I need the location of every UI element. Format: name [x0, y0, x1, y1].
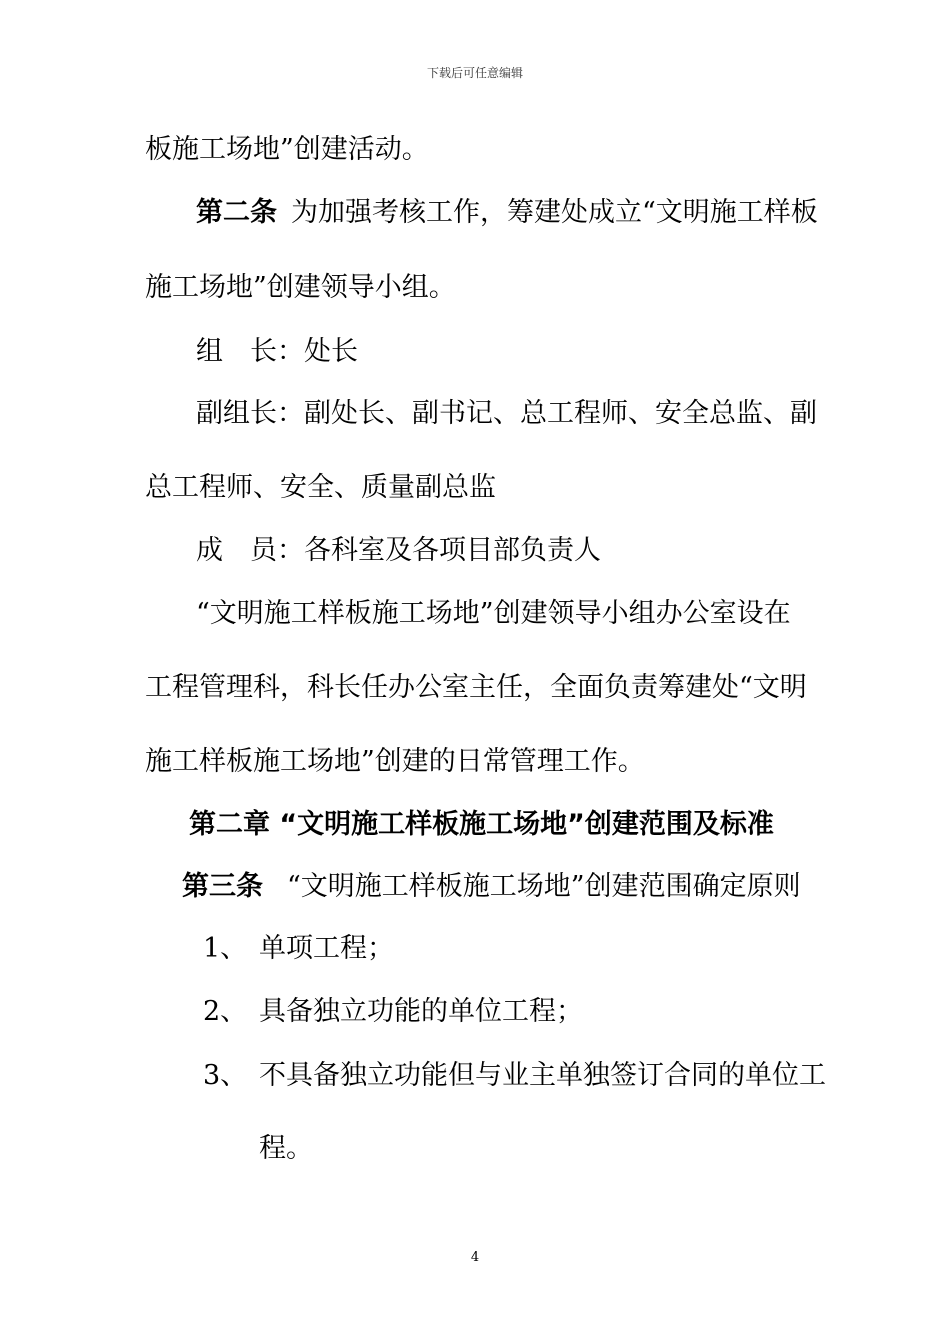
list-item-2-number: 2、: [203, 996, 248, 1027]
paragraph-line: 板施工场地”创建活动。: [145, 134, 429, 165]
list-item-3-continuation: 程。: [259, 1133, 313, 1164]
paragraph-line: 施工场地”创建领导小组。: [145, 272, 456, 303]
article-3-text: “文明施工样板施工场地”创建范围确定原则: [287, 871, 801, 902]
article-3: [182, 869, 801, 905]
members-line: 成 员：各科室及各项目部负责人: [196, 535, 601, 566]
deputy-continuation: 总工程师、安全、质量副总监: [145, 472, 496, 503]
office-line-1: “文明施工样板施工场地”创建领导小组办公室设在: [196, 598, 791, 629]
deputy-line: 副组长：副处长、副书记、总工程师、安全总监、副: [196, 398, 817, 429]
office-line-3: 施工样板施工场地”创建的日常管理工作。: [145, 746, 645, 777]
article-3-label: 第三条: [182, 871, 263, 902]
list-item-3-text: 不具备独立功能但与业主单独签订合同的单位工: [259, 1060, 826, 1091]
chapter-2-heading: 第二章 “文明施工样板施工场地”创建范围及标准: [189, 809, 774, 840]
page-header: 下载后可任意编辑: [426, 66, 523, 80]
office-line-2: 工程管理科，科长任办公室主任，全面负责筹建处“文明: [145, 672, 807, 703]
article-2: [196, 195, 818, 231]
article-2-label: 第二条: [196, 197, 277, 228]
leader-line: 组 长：处长: [196, 336, 358, 367]
list-item-2-text: 具备独立功能的单位工程；: [259, 996, 583, 1027]
article-2-text: 为加强考核工作，筹建处成立“文明施工样板: [291, 197, 818, 228]
list-item-3-number: 3、: [203, 1060, 248, 1091]
list-item-1-number: 1、: [203, 933, 248, 964]
page-number: 4: [470, 1250, 480, 1265]
list-item-1-text: 单项工程；: [259, 933, 394, 964]
